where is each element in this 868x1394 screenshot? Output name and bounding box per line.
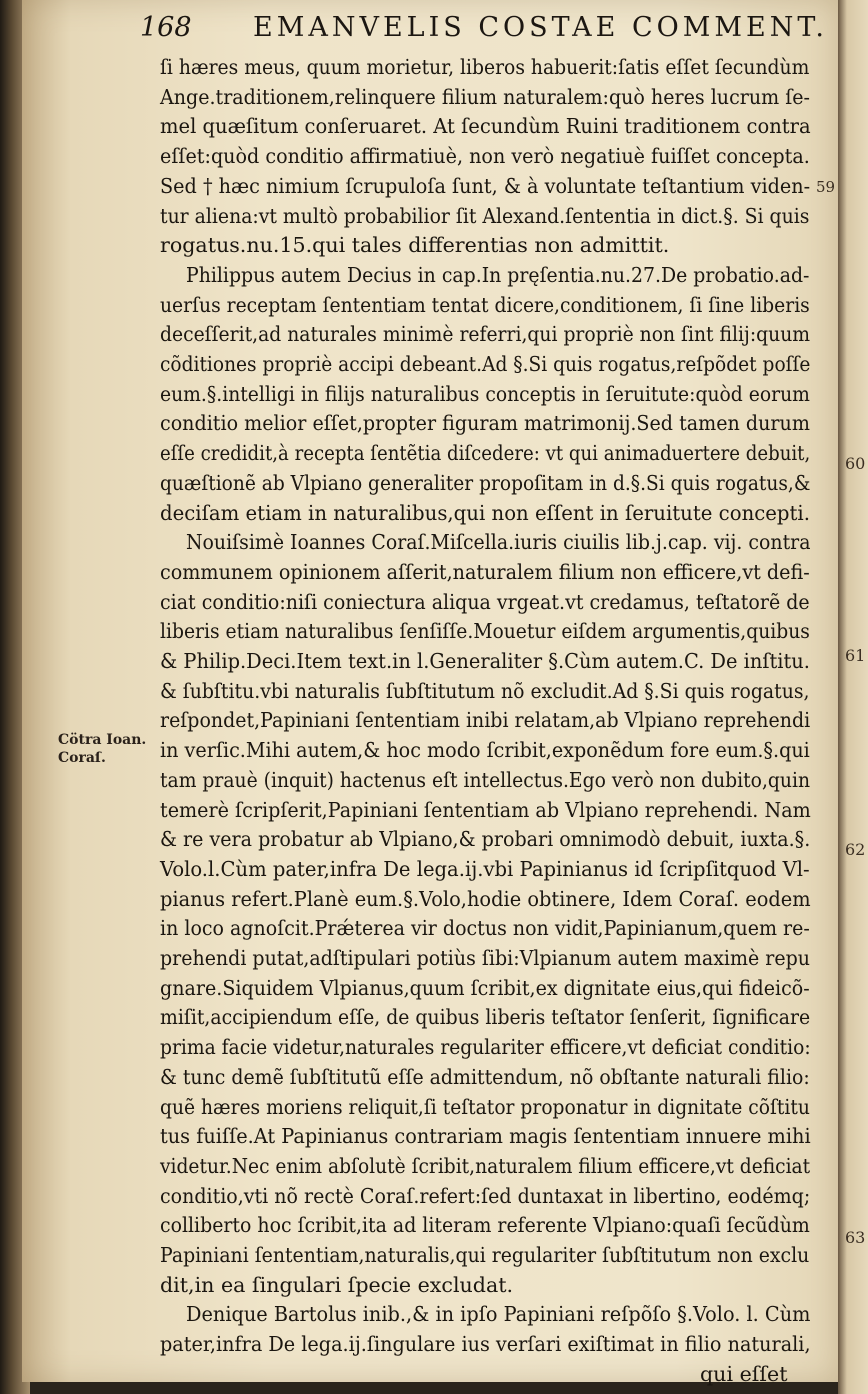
- text-line: Sed † hæc nimium ſcrupuloſa ſunt, & à voluntate teſtantium viden-: [160, 173, 811, 198]
- text-line: Philippus autem Decius in cap.In pręſentia.nu.27.De probatio.ad-: [186, 262, 810, 287]
- text-line: eum.§.intelligi in filijs naturalibus conceptis in ſeruitute:quòd eorum: [160, 381, 810, 406]
- facing-page-number: 61: [845, 646, 866, 665]
- text-line: & tunc demẽ ſubſtitutũ eſſe admittendum, nõ obſtante naturali filio:: [160, 1064, 810, 1089]
- text-line: videtur.Nec enim abſolutè ſcribit,naturalem filium efficere,vt deficiat: [160, 1153, 811, 1178]
- text-line: & Philip.Deci.Item text.in l.Generaliter §.Cùm autem.C. De inſtitu.: [160, 649, 810, 673]
- text-line: Denique Bartolus inib.,& in ipſo Papiniani reſpõſo §.Volo. l. Cùm: [186, 1302, 811, 1327]
- text-line: temerè ſcripſerit,Papiniani ſententiam ab Vlpiano reprehendi. Nam: [160, 797, 811, 822]
- running-title: EMANVELIS COSTAE COMMENT.: [253, 12, 829, 43]
- text-line: prima facie videtur,naturales regulariter efficere,vt deficiat conditio:: [160, 1035, 811, 1060]
- text-line: & ſubſtitu.vbi naturalis ſubſtitutum nõ excludit.Ad §.Si quis rogatus,: [160, 678, 810, 703]
- text-line: pianus refert.Planè eum.§.Volo,hodie obtinere, Idem Coraſ. eodem: [160, 886, 811, 911]
- page-number: 168: [140, 12, 192, 43]
- text-line: liberis etiam naturalibus ſenſiſſe.Mouetur eiſdem argumentis,quibus: [160, 619, 810, 644]
- text-line: eſſet:quòd conditio affirmatiuè, non verò negatiuè fuiſſet concepta.: [160, 144, 810, 169]
- page-header: [140, 12, 829, 46]
- text-line: dit,in ea ſingulari ſpecie excludat.: [160, 1272, 514, 1297]
- text-line: Ange.traditionem,relinquere filium naturalem:quò heres lucrum ſe-: [160, 84, 811, 109]
- text-line: ciat conditio:niſi coniectura aliqua vrgeat.vt credamus, teſtatorẽ de: [160, 589, 810, 614]
- text-line: uerſus receptam ſententiam tentat dicere,conditionem, ſi ſine liberis: [160, 292, 810, 317]
- text-line: deciſam etiam in naturalibus,qui non eſſent in ſeruitute concepti.: [160, 500, 810, 525]
- text-line: in verſic.Mihi autem,& hoc modo ſcribit,exponẽdum fore eum.§.qui: [160, 738, 810, 763]
- text-line: gnare.Siquidem Vlpianus,quum ſcribit,ex dignitate eius,qui fideicõ-: [160, 975, 810, 1000]
- text-line: tam prauè (inquit) hactenus eſt intellectus.Ego verò non dubito,quin: [160, 767, 811, 792]
- facing-page-number: 63: [845, 1228, 866, 1247]
- text-line: conditio,vti nõ rectè Coraſ.refert:ſed duntaxat in libertino, eodémq;: [160, 1183, 811, 1208]
- text-line: reſpondet,Papiniani ſententiam inibi relatam,ab Vlpiano reprehendi: [160, 708, 811, 733]
- text-line: colliberto hoc ſcribit,ita ad literam referente Vlpiano:quaſi ſecũdùm: [160, 1213, 810, 1238]
- margin-note-line-2: Coraſ.: [58, 750, 106, 766]
- text-line: Nouiſsimè Ioannes Coraſ.Miſcella.iuris ciuilis lib.j.cap. vij. contra: [186, 530, 811, 555]
- text-line: quẽ hæres moriens reliquit,ſi teſtator proponatur in dignitate cõſtitu: [160, 1094, 810, 1119]
- text-line: prehendi putat,adſtipulari potiùs ſibi:Vlpianum autem maximè repu: [160, 946, 810, 970]
- text-line: mel quæſitum conſeruaret. At ſecundùm Ruini traditionem contra: [160, 114, 811, 139]
- text-line: Papiniani ſententiam,naturalis,qui regulariter ſubſtitutum non exclu: [160, 1243, 810, 1267]
- text-line: communem opinionem aſſerit,naturalem filium non efficere,vt defi-: [160, 559, 810, 584]
- text-line: tus fuiſſe.At Papinianus contrariam magis ſententiam innuere mihi: [160, 1124, 811, 1149]
- facing-page-number: 60: [845, 454, 866, 473]
- margin-marker: 59: [816, 178, 836, 196]
- text-line: in loco agnoſcit.Prǽterea vir doctus non vidit,Papinianum,quem re-: [160, 916, 810, 941]
- facing-page-number: 62: [845, 840, 866, 859]
- text-line: conditio melior eſſet,propter figuram matrimonij.Sed tamen durum: [160, 411, 810, 436]
- text-line: eſſe credidit,à recepta ſentẽtia diſcedere: vt qui animaduertere debuit,: [160, 441, 811, 466]
- facing-page-edge: [838, 0, 868, 1394]
- text-line: Volo.l.Cùm pater,infra De lega.ij.vbi Papinianus id ſcripſitquod Vl-: [160, 856, 810, 881]
- text-line: & re vera probatur ab Vlpiano,& probari omnimodò debuit, iuxta.§.: [160, 827, 811, 852]
- text-line: pater,infra De lega.ij.ſingulare ius verſari exiſtimat in filio naturali,: [160, 1332, 811, 1357]
- margin-note-line-1: Cötra Ioan.: [58, 732, 147, 748]
- text-line: qui eſſet: [700, 1361, 788, 1386]
- text-line: quæſtionẽ ab Vlpiano generaliter propoſitam in d.§.Si quis rogatus,&: [160, 470, 811, 495]
- text-line: cõditiones propriè accipi debeant.Ad §.Si quis rogatus,reſpõdet poſſe: [160, 352, 811, 376]
- text-line: rogatus.nu.15.qui tales differentias non admittit.: [160, 233, 670, 258]
- text-line: deceſſerit,ad naturales minimè referri,qui propriè non ſint filij:quum: [160, 322, 811, 347]
- text-line: miſit,accipiendum eſſe, de quibus liberis teſtator ſenſerit, ſignificare: [160, 1005, 811, 1030]
- text-line: tur aliena:vt multò probabilior ſit Alexand.ſententia in dict.§. Si quis: [160, 203, 810, 228]
- text-line: ſi hæres meus, quum morietur, liberos habuerit:ſatis eſſet ſecundùm: [160, 55, 810, 79]
